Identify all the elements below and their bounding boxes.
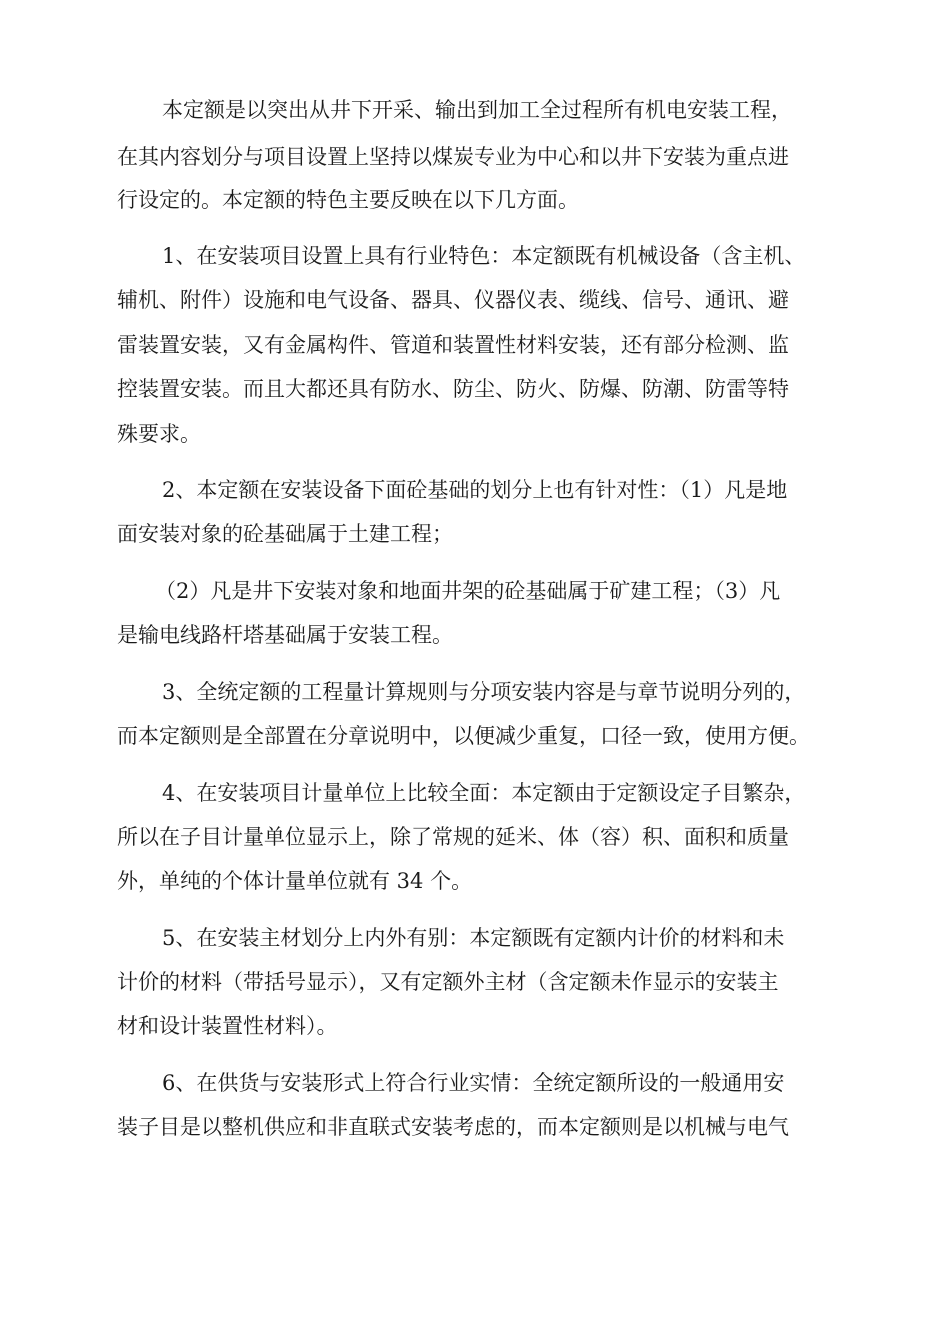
text-line-14: 而本定额则是全部置在分章说明中，以便减少重复，口径一致，使用方便。 (117, 724, 810, 748)
text-line-19: 计价的材料（带括号显示），又有定额外主材（含定额未作显示的安装主 (117, 970, 779, 994)
text-line-5: 辅机、附件）设施和电气设备、器具、仪器仪表、缆线、信号、通讯、避 (117, 288, 789, 312)
text-line-16: 所以在子目计量单位显示上，除了常规的延米、体（容）积、面积和质量 (117, 825, 789, 849)
text-line-2: 在其内容划分与项目设置上坚持以煤炭专业为中心和以井下安装为重点进 (117, 145, 789, 169)
text-line-10: 面安装对象的砼基础属于土建工程； (117, 522, 453, 546)
text-line-17: 外，单纯的个体计量单位就有 34 个。 (117, 869, 473, 893)
text-line-21: 6、在供货与安装形式上符合行业实情：全统定额所设的一般通用安 (162, 1071, 785, 1095)
text-line-3: 行设定的。本定额的特色主要反映在以下几方面。 (117, 188, 579, 212)
text-line-8: 殊要求。 (117, 422, 201, 446)
text-line-4: 1、在安装项目设置上具有行业特色：本定额既有机械设备（含主机、 (162, 244, 806, 268)
text-line-6: 雷装置安装，又有金属构件、管道和装置性材料安装，还有部分检测、监 (117, 333, 789, 357)
text-line-13: 3、全统定额的工程量计算规则与分项安装内容是与章节说明分列的， (162, 680, 806, 704)
text-line-15: 4、在安装项目计量单位上比较全面：本定额由于定额设定子目繁杂， (162, 781, 806, 805)
text-line-22: 装子目是以整机供应和非直联式安装考虑的，而本定额则是以机械与电气 (117, 1115, 789, 1139)
text-line-12: 是输电线路杆塔基础属于安装工程。 (117, 623, 453, 647)
text-line-18: 5、在安装主材划分上内外有别：本定额既有定额内计价的材料和未 (162, 926, 785, 950)
text-line-11: （2）凡是井下安装对象和地面井架的砼基础属于矿建工程；（3）凡 (155, 579, 781, 603)
text-line-1: 本定额是以突出从井下开采、输出到加工全过程所有机电安装工程， (162, 98, 792, 122)
text-line-9: 2、本定额在安装设备下面砼基础的划分上也有针对性：（1）凡是地 (162, 478, 788, 502)
text-line-7: 控装置安装。而且大都还具有防水、防尘、防火、防爆、防潮、防雷等特 (117, 377, 789, 401)
text-line-20: 材和设计装置性材料）。 (117, 1014, 338, 1038)
